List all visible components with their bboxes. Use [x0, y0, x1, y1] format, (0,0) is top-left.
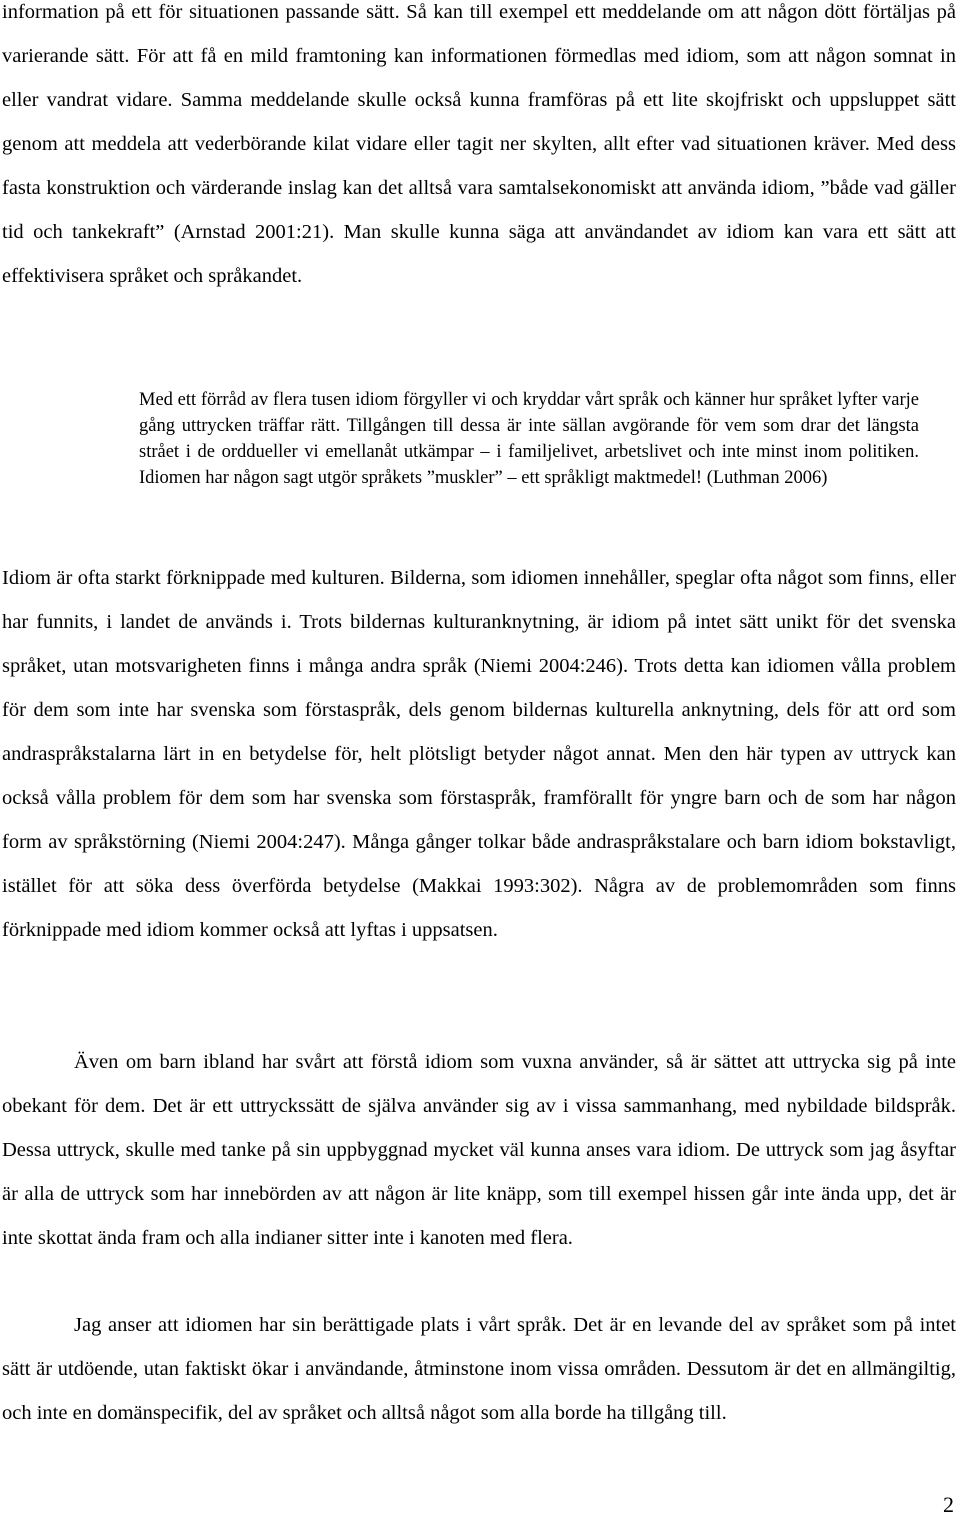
block-quote: Med ett förråd av flera tusen idiom förgyller vi och kryddar vårt språk och känner hur språket lyfter varje gång uttrycken träffar rätt. Tillgången till dessa är inte sällan avgörande för vem som drar det längsta strået i de orddueller vi emellanåt utkämpar – i familjelivet, arbetslivet och inte minst inom politiken. Idiomen har någon sagt utgör språkets ”muskler” – ett språkligt maktmedel! (Luthman 2006) [139, 390, 919, 488]
body-paragraph: Jag anser att idiomen har sin berättigade plats i vårt språk. Det är en levande del av språket som på intet sätt är utdöende, utan faktiskt ökar i användande, åtminstone inom vissa områden. Dessutom är det en allmängiltig, och inte en domänspecifik, del av språket och alltså något som alla borde ha tillgång till. [2, 1314, 956, 1424]
body-paragraph: information på ett för situationen passande sätt. Så kan till exempel ett meddelande om att någon dött förtäljas på varierande sätt. För att få en mild framtoning kan informationen förmedlas med idiom, som att någon somnat in eller vandrat vidare. Samma meddelande skulle också kunna framföras på ett lite skojfriskt och uppsluppet sätt genom att meddela att vederbörande kilat vidare eller tagit ner skylten, allt efter vad situationen kräver. Med dess fasta konstruktion och värderande inslag kan det alltså vara samtalsekonomiskt att använda idiom, ”både vad gäller tid och tankekraft” (Arnstad 2001:21). Man skulle kunna säga att användandet av idiom kan vara ett sätt att effektivisera språket och språkandet. [2, 1, 956, 287]
page-number: 2 [943, 1492, 954, 1517]
body-paragraph: Idiom är ofta starkt förknippade med kulturen. Bilderna, som idiomen innehåller, speglar ofta något som finns, eller har funnits, i landet de används i. Trots bildernas kulturanknytning, är idiom på intet sätt unikt för det svenska språket, utan motsvarigheten finns i många andra språk (Niemi 2004:246). Trots detta kan idiomen vålla problem för dem som inte har svenska som förstaspråk, dels genom bildernas kulturella anknytning, dels för att ord som andraspråkstalarna lärt in en betydelse för, helt plötsligt betyder något annat. Men den här typen av uttryck kan också vålla problem för dem som har svenska som förstaspråk, framförallt för yngre barn och de som har någon form av språkstörning (Niemi 2004:247). Många gånger tolkar både andraspråkstalare och barn idiom bokstavligt, istället för att söka dess överförda betydelse (Makkai 1993:302). Några av de problemområden som finns förknippade med idiom kommer också att lyftas i uppsatsen. [2, 567, 956, 941]
body-paragraph: Även om barn ibland har svårt att förstå idiom som vuxna använder, så är sättet att uttrycka sig på inte obekant för dem. Det är ett uttryckssätt de själva använder sig av i vissa sammanhang, med nybildade bildspråk. Dessa uttryck, skulle med tanke på sin uppbyggnad mycket väl kunna anses vara idiom. De uttryck som jag åsyftar är alla de uttryck som har innebörden av att någon är lite knäpp, som till exempel hissen går inte ända upp, det är inte skottat ända fram och alla indianer sitter inte i kanoten med flera. [2, 1051, 956, 1249]
